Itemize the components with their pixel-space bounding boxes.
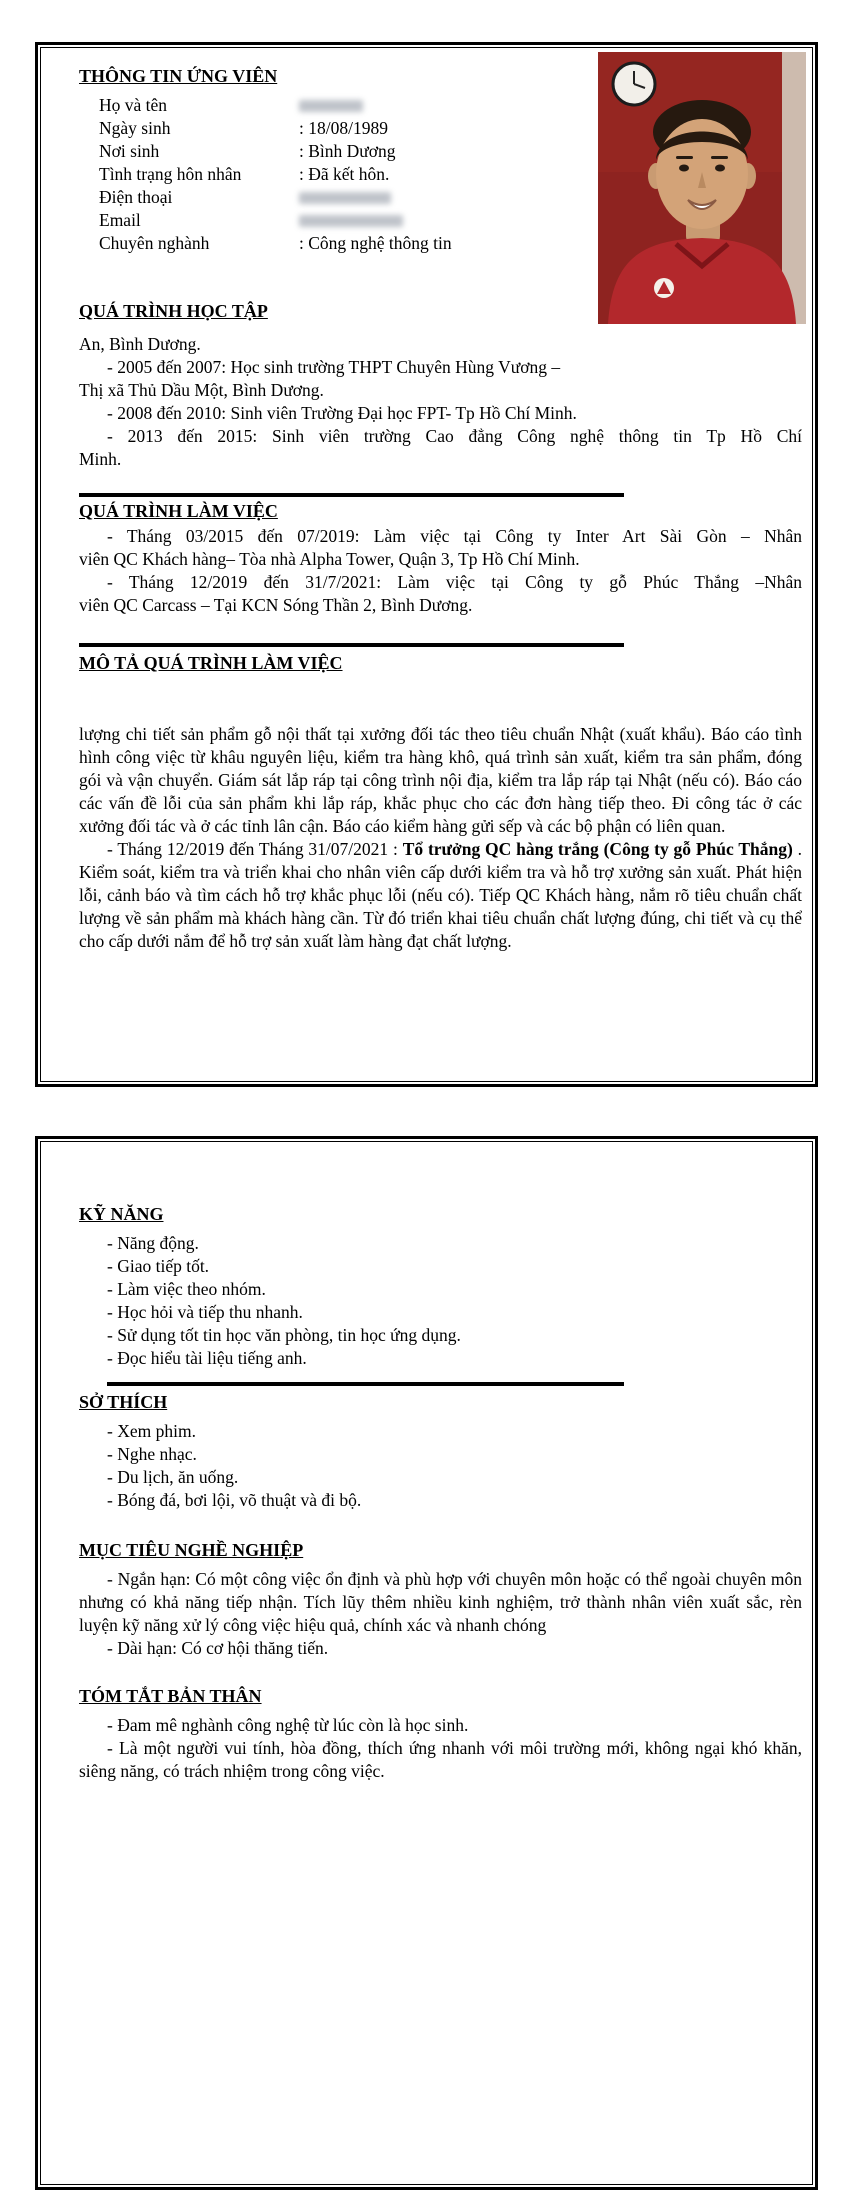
cv-page-2-inner <box>40 1141 813 2185</box>
section-title-career-goals: MỤC TIÊU NGHỀ NGHIỆP <box>79 1540 304 1560</box>
career-goal-long-term: - Dài hạn: Có cơ hội thăng tiến. <box>107 1638 329 1658</box>
self-summary <box>79 1714 802 1783</box>
hobby-item: - Du lịch, ăn uống. <box>107 1467 239 1487</box>
field-value-marital-status: : Đã kết hôn. <box>299 164 390 184</box>
work-description-2-pre: - Tháng 12/2019 đến Tháng 31/07/2021 : <box>107 839 403 859</box>
section-title-education: QUÁ TRÌNH HỌC TẬP <box>79 301 268 321</box>
field-label-name: Họ và tên <box>99 95 168 115</box>
field-value-birthplace: : Bình Dương <box>299 141 396 161</box>
work-line: - Tháng 12/2019 đến 31/7/2021: Làm việc tại Công ty gỗ Phúc Thắng –Nhân <box>107 572 802 592</box>
cv-page-2 <box>35 1136 818 2190</box>
field-label-major: Chuyên nghành <box>99 233 210 253</box>
skill-item: - Giao tiếp tốt. <box>107 1256 210 1276</box>
skill-item: - Làm việc theo nhóm. <box>107 1279 266 1299</box>
field-label-email: Email <box>99 210 141 230</box>
section-title-work-history: QUÁ TRÌNH LÀM VIỆC <box>79 501 278 521</box>
education-line: - 2013 đến 2015: Sinh viên trường Cao đẳng Công nghệ thông tin Tp Hồ Chí <box>107 426 802 446</box>
work-line: - Tháng 03/2015 đến 07/2019: Làm việc tại Công ty Inter Art Sài Gòn – Nhân <box>107 526 802 546</box>
skill-item: - Học hỏi và tiếp thu nhanh. <box>107 1302 303 1322</box>
education-line: An, Bình Dương. <box>79 334 201 354</box>
education-line: - 2005 đến 2007: Học sinh trường THPT Chuyên Hùng Vương – <box>107 357 561 377</box>
applicant-photo <box>598 52 806 324</box>
skill-item: - Đọc hiểu tài liệu tiếng anh. <box>107 1348 307 1368</box>
section-divider <box>79 493 624 497</box>
summary-item: - Là một người vui tính, hòa đồng, thích ứng nhanh với môi trường mới, không ngại khó khăn, siêng năng, có trách nhiệm trong công việc. <box>79 1738 802 1781</box>
work-line: viên QC Carcass – Tại KCN Sóng Thần 2, Bình Dương. <box>79 595 473 615</box>
field-label-birthdate: Ngày sinh <box>99 118 171 138</box>
redacted-phone-value <box>299 192 391 204</box>
section-title-hobbies: SỞ THÍCH <box>79 1392 168 1412</box>
section-divider <box>107 1382 624 1386</box>
applicant-photo-illustration <box>598 52 806 324</box>
section-title-self-summary: TÓM TẮT BẢN THÂN <box>79 1686 262 1706</box>
career-goal-short-term: - Ngắn hạn: Có một công việc ổn định và phù hợp với chuyên môn hoặc có thể ngoài chuyên môn nhưng có khả năng tiếp nhận. Tích lũy thêm nhiều kinh nghiệm, trở thành nhân viên xuất sắc, rèn luyện kỹ năng xử lý công việc hiệu quả, chính xác và nhanh chóng <box>79 1569 802 1635</box>
summary-item: - Đam mê nghành công nghệ từ lúc còn là học sinh. <box>107 1715 469 1735</box>
hobby-item: - Bóng đá, bơi lội, võ thuật và đi bộ. <box>107 1490 362 1510</box>
field-label-phone: Điện thoại <box>99 187 173 207</box>
hobby-item: - Nghe nhạc. <box>107 1444 197 1464</box>
cv-page-1-inner <box>40 47 813 1082</box>
field-label-birthplace: Nơi sinh <box>99 141 160 161</box>
cv-page-1 <box>35 42 818 1087</box>
work-description-paragraph-2 <box>79 838 802 953</box>
work-description-2-role: Tổ trưởng QC hàng trắng (Công ty gỗ Phúc Thắng) <box>402 839 793 859</box>
work-description-paragraph-1: lượng chi tiết sản phẩm gỗ nội thất tại xưởng đối tác theo tiêu chuẩn Nhật (xuất khẩu). Báo cáo tình hình công việc từ khâu nguyên liệu, kiểm tra hàng khô, quá trình sản xuất, kiểm tra sản phẩm, đóng gói và vận chuyển. Giám sát lắp ráp tại công trình nội địa, kiểm tra lắp ráp tại Nhật (nếu có). Báo cáo các vấn đề lỗi của sản phẩm khi lắp ráp, khắc phục cho các đơn hàng tiếp theo. Đi công tác ở các xưởng đối tác và ở các tỉnh lân cận. Báo cáo kiểm hàng gửi sếp và các bộ phận có liên quan. <box>79 724 802 836</box>
skill-item: - Năng động. <box>107 1233 199 1253</box>
education-line: Thị xã Thủ Dầu Một, Bình Dương. <box>79 380 324 400</box>
work-description-2-post: . Kiểm soát, kiểm tra và triển khai cho nhân viên cấp dưới kiểm tra và hỗ trợ xưởng sản xuất. Phát hiện lỗi, cảnh báo và tìm cách hỗ trợ khắc phục lỗi (nếu có). Tiếp QC Khách hàng, nắm rõ tiêu chuẩn chất lượng về sản phẩm mà khách hàng cần. Từ đó triển khai tiêu chuẩn chất lượng đúng, chi tiết và cụ thể cho cấp dưới nắm để hỗ trợ sản xuất làm hàng đạt chất lượng. <box>79 839 803 951</box>
education-line: - 2008 đến 2010: Sinh viên Trường Đại học FPT- Tp Hồ Chí Minh. <box>107 403 577 423</box>
education-history <box>79 333 802 471</box>
section-title-skills: KỸ NĂNG <box>79 1204 164 1224</box>
field-label-marital-status: Tình trạng hôn nhân <box>99 164 242 184</box>
work-line: viên QC Khách hàng– Tòa nhà Alpha Tower, Quận 3, Tp Hồ Chí Minh. <box>79 549 580 569</box>
redacted-email-value <box>299 215 403 227</box>
field-value-major: : Công nghệ thông tin <box>299 233 452 253</box>
section-divider <box>79 643 624 647</box>
hobbies-list <box>79 1420 802 1512</box>
skill-item: - Sử dụng tốt tin học văn phòng, tin học ứng dụng. <box>107 1325 461 1345</box>
work-history <box>79 525 802 617</box>
hobby-item: - Xem phim. <box>107 1421 196 1441</box>
skills-list <box>79 1232 802 1370</box>
redacted-name-value <box>299 100 363 112</box>
field-value-birthdate: : 18/08/1989 <box>299 118 388 138</box>
education-line: Minh. <box>79 449 122 469</box>
section-title-work-description: MÔ TẢ QUÁ TRÌNH LÀM VIỆC <box>79 653 343 673</box>
section-title-applicant-info: THÔNG TIN ỨNG VIÊN <box>79 66 278 86</box>
